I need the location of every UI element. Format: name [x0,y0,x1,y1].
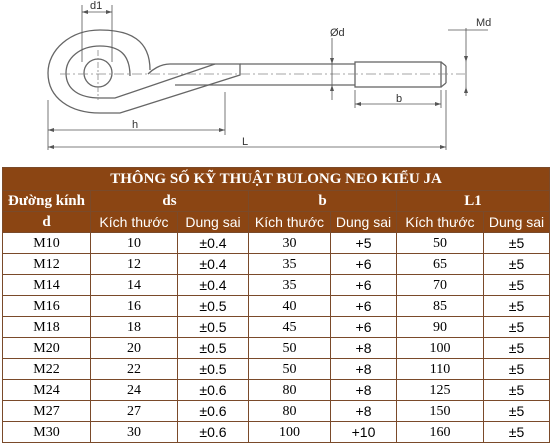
anchor-bolt-drawing [0,0,551,160]
table-row [3,401,550,422]
header-ds-tolerance: Dung sai [178,212,249,233]
table-row [3,275,550,296]
table-row [3,233,550,254]
cell-l1-size: 70 [397,275,484,296]
cell-l1-tolerance: ±5 [484,338,550,359]
cell-ds-tolerance: ±0.5 [178,338,249,359]
cell-ds-size: 10 [91,233,178,254]
cell-ds-tolerance: ±0.4 [178,233,249,254]
header-ds: ds [91,191,249,212]
cell-ds-tolerance: ±0.5 [178,359,249,380]
table-row [3,254,550,275]
table-row [3,317,550,338]
cell-ds-size: 27 [91,401,178,422]
header-b-tolerance: Dung sai [331,212,397,233]
cell-l1-size: 110 [397,359,484,380]
cell-ds-size: 16 [91,296,178,317]
cell-b-size: 35 [249,254,331,275]
header-d: d [3,212,91,233]
cell-l1-tolerance: ±5 [484,254,550,275]
cell-b-size: 80 [249,380,331,401]
cell-b-tolerance: +8 [331,359,397,380]
cell-ds-size: 22 [91,359,178,380]
cell-ds-tolerance: ±0.6 [178,401,249,422]
cell-l1-size: 160 [397,422,484,443]
table-row [3,296,550,317]
cell-b-size: 40 [249,296,331,317]
cell-b-size: 45 [249,317,331,338]
header-duong-kinh: Đường kính [3,191,91,212]
cell-ds-tolerance: ±0.6 [178,380,249,401]
cell-ds-tolerance: ±0.4 [178,254,249,275]
cell-diameter: M18 [3,317,91,338]
cell-diameter: M16 [3,296,91,317]
cell-b-tolerance: +10 [331,422,397,443]
cell-l1-tolerance: ±5 [484,380,550,401]
cell-ds-tolerance: ±0.6 [178,422,249,443]
cell-b-size: 30 [249,233,331,254]
cell-diameter: M30 [3,422,91,443]
cell-diameter: M20 [3,338,91,359]
anchor-bolt-spec-table [2,167,550,443]
cell-l1-tolerance: ±5 [484,233,550,254]
dim-label-md: Md [476,17,492,29]
cell-b-size: 50 [249,359,331,380]
cell-ds-size: 30 [91,422,178,443]
dim-label-d1: d1 [90,0,103,12]
header-b: b [249,191,397,212]
cell-l1-size: 65 [397,254,484,275]
cell-l1-size: 90 [397,317,484,338]
cell-b-tolerance: +8 [331,401,397,422]
cell-l1-size: 100 [397,338,484,359]
cell-ds-size: 20 [91,338,178,359]
cell-l1-size: 85 [397,296,484,317]
cell-ds-tolerance: ±0.4 [178,275,249,296]
header-ds-size: Kích thước [91,212,178,233]
cell-l1-size: 50 [397,233,484,254]
header-l1-size: Kích thước [397,212,484,233]
table-row [3,359,550,380]
table-row [3,380,550,401]
cell-b-tolerance: +6 [331,317,397,338]
cell-l1-tolerance: ±5 [484,422,550,443]
dim-label-l: L [242,136,249,148]
cell-b-tolerance: +8 [331,338,397,359]
cell-b-tolerance: +6 [331,275,397,296]
cell-b-size: 50 [249,338,331,359]
cell-diameter: M10 [3,233,91,254]
cell-ds-size: 24 [91,380,178,401]
header-b-size: Kích thước [249,212,331,233]
cell-b-tolerance: +6 [331,296,397,317]
header-l1-tolerance: Dung sai [484,212,550,233]
table-title: THÔNG SỐ KỸ THUẬT BULONG NEO KIỂU JA [3,168,550,191]
table-row [3,338,550,359]
cell-b-tolerance: +5 [331,233,397,254]
cell-diameter: M27 [3,401,91,422]
cell-diameter: M14 [3,275,91,296]
cell-ds-size: 18 [91,317,178,338]
cell-b-size: 80 [249,401,331,422]
dim-label-h: h [132,119,139,131]
cell-diameter: M12 [3,254,91,275]
dim-label-od: Ød [330,27,345,39]
dim-label-b: b [396,93,403,105]
cell-b-size: 35 [249,275,331,296]
cell-l1-tolerance: ±5 [484,275,550,296]
cell-l1-tolerance: ±5 [484,296,550,317]
cell-l1-tolerance: ±5 [484,317,550,338]
cell-ds-size: 12 [91,254,178,275]
cell-b-size: 100 [249,422,331,443]
cell-l1-tolerance: ±5 [484,401,550,422]
cell-ds-tolerance: ±0.5 [178,317,249,338]
cell-l1-tolerance: ±5 [484,359,550,380]
header-l1: L1 [397,191,550,212]
table-row [3,422,550,443]
cell-l1-size: 150 [397,401,484,422]
cell-diameter: M22 [3,359,91,380]
cell-b-tolerance: +8 [331,380,397,401]
cell-ds-tolerance: ±0.5 [178,296,249,317]
cell-diameter: M24 [3,380,91,401]
cell-b-tolerance: +6 [331,254,397,275]
cell-l1-size: 125 [397,380,484,401]
spec-table-body [3,233,550,443]
cell-ds-size: 14 [91,275,178,296]
